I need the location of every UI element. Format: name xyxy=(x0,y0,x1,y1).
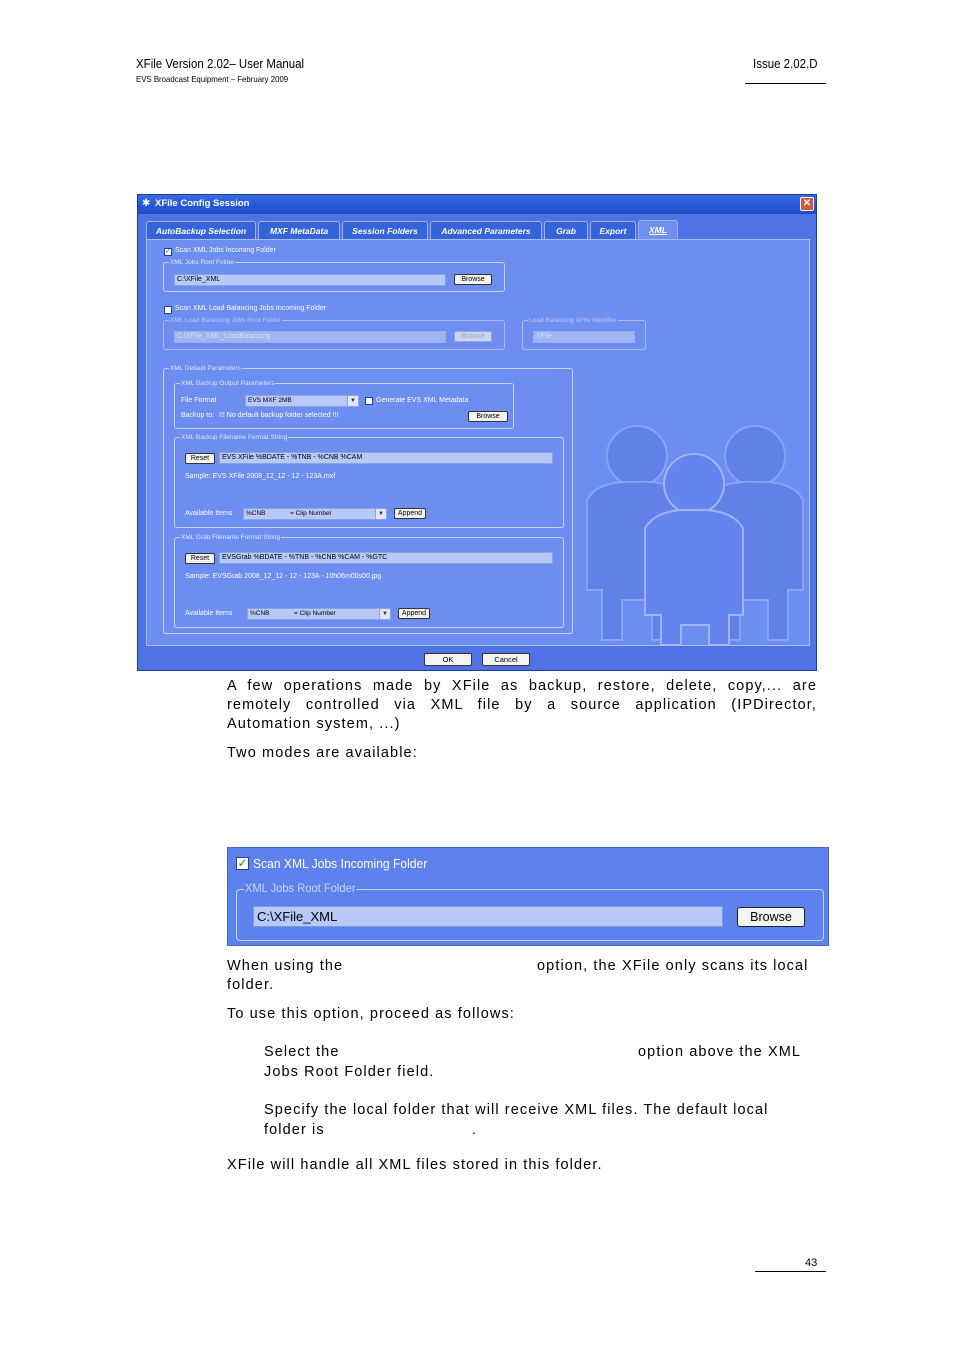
step2-end: . xyxy=(472,1122,478,1138)
header-title: XFile Version 2.02– User Manual xyxy=(136,57,305,71)
zoom-root-folder-group xyxy=(236,881,824,941)
chevron-down-icon: ▼ xyxy=(379,609,390,619)
paragraph-modes: Two modes are available: xyxy=(227,745,418,761)
page-number: 43 xyxy=(805,1257,818,1269)
step1-end: option above the XML xyxy=(638,1044,802,1060)
backup-filename-sample: Sample: EVS XFile 2008_12_12 - 12 - 123A.mxf xyxy=(185,473,336,480)
xml-default-parameters-group xyxy=(163,365,573,634)
backup-item-code: %CNB xyxy=(246,510,266,517)
backup-filename-title: XML Backup Filename Format String xyxy=(181,434,288,441)
zoom-scan-label: Scan XML Jobs Incoming Folder xyxy=(253,856,428,871)
paragraph-when-using-start: When using the xyxy=(227,958,344,974)
paragraph-when-using-line2: folder. xyxy=(227,977,275,993)
header-issue: Issue 2.02.D xyxy=(753,57,818,71)
backup-filename-field[interactable]: EVS XFile %BDATE - %TNB - %CNB %CAM xyxy=(219,452,553,464)
cancel-button[interactable]: Cancel xyxy=(482,653,530,666)
xml-tab-panel xyxy=(146,239,810,646)
jobs-root-browse-button[interactable]: Browse xyxy=(454,274,492,285)
paragraph-handle: XFile will handle all XML files stored in this folder. xyxy=(227,1157,603,1173)
lb-jobs-root-folder-group xyxy=(163,317,505,350)
lb-identifier-group xyxy=(522,317,646,350)
grab-filename-sample: Sample: EVSGrab 2008_12_12 - 12 - 123A - 10h06m00s00.jpg xyxy=(185,573,382,580)
zoom-scan-checkbox[interactable]: ✓ xyxy=(237,856,248,870)
lb-jobs-root-browse-button[interactable]: Browse xyxy=(454,331,492,342)
chevron-down-icon: ▼ xyxy=(347,396,358,406)
step2-start: folder is xyxy=(264,1122,325,1138)
zoom-root-folder-title: XML Jobs Root Folder xyxy=(244,881,356,895)
scan-incoming-label: Scan XML Jobs Incoming Folder xyxy=(175,247,276,254)
backup-output-title: XML Backup Output Parameters xyxy=(181,380,275,387)
paragraph-proceed: To use this option, proceed as follows: xyxy=(227,1006,515,1022)
close-button[interactable]: ✕ xyxy=(800,197,814,211)
lb-jobs-root-folder-title: XML Load Balancing Jobs Root Folder xyxy=(170,317,282,324)
tab-advanced-parameters[interactable]: Advanced Parameters xyxy=(430,221,542,239)
zoomed-scan-options xyxy=(227,847,829,946)
dialog-title: XFile Config Session xyxy=(155,198,250,209)
scan-load-balancing-label: Scan XML Load Balancing Jobs Incoming Folder xyxy=(175,305,327,312)
app-icon: ✱ xyxy=(142,198,151,209)
tab-autobackup-selection[interactable]: AutoBackup Selection xyxy=(146,221,256,239)
backup-append-button[interactable]: Append xyxy=(394,508,426,519)
tab-session-folders[interactable]: Session Folders xyxy=(342,221,428,239)
grab-available-items-select[interactable] xyxy=(247,608,391,620)
xml-default-parameters-title: XML Default Parameters xyxy=(170,365,241,372)
grab-filename-group xyxy=(174,534,564,628)
zoom-browse-button[interactable]: Browse xyxy=(737,907,805,927)
grab-item-code: %CNB xyxy=(250,610,270,617)
tab-export[interactable]: Export xyxy=(590,221,636,239)
generate-xml-metadata-label: Generate EVS XML Metadata xyxy=(376,397,469,404)
footer-rule xyxy=(755,1271,826,1272)
backup-available-items-select[interactable] xyxy=(243,508,387,520)
step2-line1: Specify the local folder that will receive XML files. The default local xyxy=(264,1102,769,1118)
tab-xml[interactable]: XML xyxy=(638,220,678,240)
zoom-root-folder-field[interactable]: C:\XFile_XML xyxy=(253,906,723,927)
backup-output-group xyxy=(174,380,514,429)
backup-filename-reset-button[interactable]: Reset xyxy=(185,453,215,464)
file-format-label: File Format xyxy=(181,397,217,404)
step1-start: Select the xyxy=(264,1044,340,1060)
grab-filename-reset-button[interactable]: Reset xyxy=(185,553,215,564)
header-rule xyxy=(745,83,826,84)
backup-available-items-label: Available Items xyxy=(185,510,233,517)
grab-append-button[interactable]: Append xyxy=(398,608,430,619)
jobs-root-folder-field[interactable]: C:\XFile_XML xyxy=(174,274,446,286)
file-format-value: EVS MXF 2MB xyxy=(248,397,292,404)
grab-filename-field[interactable]: EVSGrab %BDATE - %TNB - %CNB %CAM - %GTC xyxy=(219,552,553,564)
users-illustration xyxy=(577,420,807,645)
config-dialog xyxy=(137,194,817,671)
grab-filename-title: XML Grab Filename Format String xyxy=(181,534,281,541)
jobs-root-folder-group xyxy=(163,259,505,292)
backup-to-value: !!! No default backup folder selected !!! xyxy=(219,412,339,419)
scan-load-balancing-checkbox[interactable] xyxy=(164,306,172,314)
paragraph-when-using-end: option, the XFile only scans its local xyxy=(537,958,809,974)
generate-xml-metadata-checkbox[interactable] xyxy=(365,397,373,405)
dialog-title-bar xyxy=(138,195,816,214)
step1-line2: Jobs Root Folder field. xyxy=(264,1064,435,1080)
backup-filename-group xyxy=(174,434,564,528)
jobs-root-folder-title: XML Jobs Root Folder xyxy=(170,259,235,266)
tab-grab[interactable]: Grab xyxy=(544,221,588,239)
scan-incoming-checkbox[interactable]: ✓ xyxy=(165,248,171,255)
file-format-select[interactable] xyxy=(245,395,359,407)
backup-item-desc: = Clip Number xyxy=(290,510,332,517)
header-subtitle: EVS Broadcast Equipment – February 2009 xyxy=(136,74,289,84)
lb-identifier-title: Load Balancing XFile Identifier xyxy=(529,317,618,324)
grab-item-desc: = Clip Number xyxy=(294,610,336,617)
lb-identifier-field[interactable]: XFile xyxy=(533,331,635,343)
tab-mxf-metadata[interactable]: MXF MetaData xyxy=(258,221,340,239)
ok-button[interactable]: OK xyxy=(424,653,472,666)
paragraph-intro: A few operations made by XFile as backup, restore, delete, copy,... are remotely controlled via XML file by a source application (IPDirector, Automation system, ...) xyxy=(227,678,817,732)
backup-to-label: Backup to: xyxy=(181,412,215,419)
chevron-down-icon: ▼ xyxy=(375,509,386,519)
backup-to-browse-button[interactable]: Browse xyxy=(468,411,508,422)
lb-jobs-root-folder-field[interactable]: C:\XFile_XML_LoadBalancing xyxy=(174,331,446,343)
grab-available-items-label: Available Items xyxy=(185,610,233,617)
